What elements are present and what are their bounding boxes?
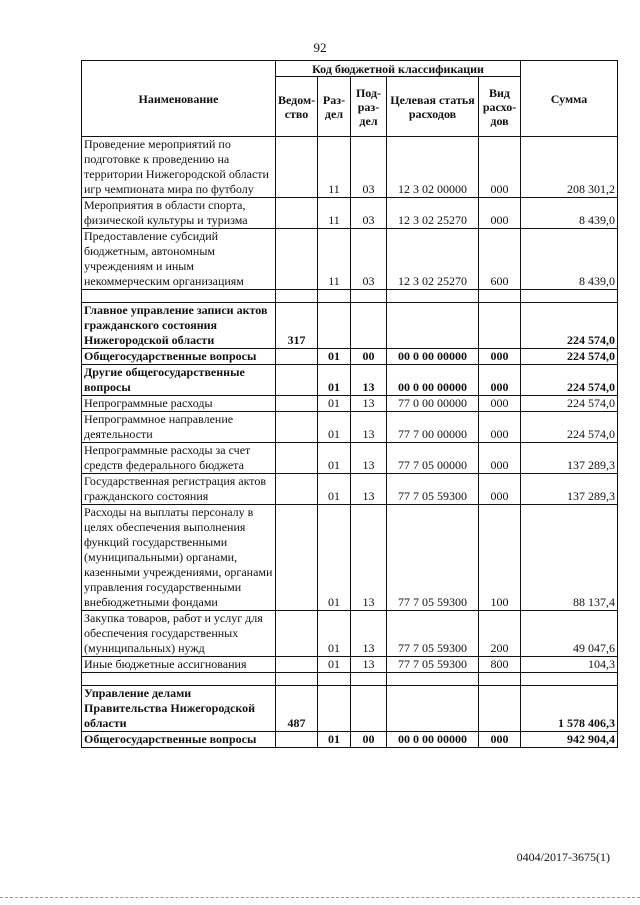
row-target: 00 0 00 00000 (387, 365, 479, 396)
page-bottom-divider (0, 897, 640, 898)
page-number: 92 (313, 40, 327, 55)
header-amount: Сумма (521, 61, 618, 137)
row-subsection: 13 (351, 365, 387, 396)
row-dept: 487 (276, 686, 318, 732)
row-dept (276, 349, 318, 365)
row-subsection (351, 686, 387, 732)
row-exp-type: 000 (479, 443, 521, 474)
row-exp-type: 000 (479, 365, 521, 396)
row-dept (276, 657, 318, 673)
row-exp-type (479, 303, 521, 349)
table-row (82, 443, 618, 474)
row-target (387, 303, 479, 349)
row-name: Непрограммные расходы (82, 396, 276, 412)
row-target: 00 0 00 00000 (387, 732, 479, 748)
row-exp-type: 000 (479, 349, 521, 365)
row-target: 77 7 05 59300 (387, 505, 479, 611)
row-name: Непрограммные расходы за счет средств федерального бюджета (82, 443, 276, 474)
row-section (318, 303, 351, 349)
row-amount: 224 574,0 (521, 396, 618, 412)
row-name: Общегосударственные вопросы (82, 349, 276, 365)
table-row (82, 229, 618, 290)
table-row (82, 657, 618, 673)
row-section: 11 (318, 198, 351, 229)
row-subsection: 03 (351, 137, 387, 198)
row-dept (276, 198, 318, 229)
row-name: Закупка товаров, работ и услуг для обеспечения государственных (муниципальных) нужд (82, 611, 276, 657)
spacer-row (82, 290, 618, 303)
row-name: Непрограммное направление деятельности (82, 412, 276, 443)
row-exp-type: 600 (479, 229, 521, 290)
row-dept (276, 137, 318, 198)
table-row (82, 198, 618, 229)
row-subsection: 13 (351, 611, 387, 657)
row-target: 12 3 02 25270 (387, 198, 479, 229)
row-dept (276, 611, 318, 657)
header-classification-group: Код бюджетной классификации (276, 61, 521, 77)
row-target: 77 7 05 59300 (387, 657, 479, 673)
table-row (82, 474, 618, 505)
row-amount: 88 137,4 (521, 505, 618, 611)
row-amount: 137 289,3 (521, 443, 618, 474)
row-dept (276, 505, 318, 611)
row-section: 11 (318, 137, 351, 198)
row-exp-type: 000 (479, 198, 521, 229)
row-name: Расходы на выплаты персоналу в целях обеспечения выполнения функций государственными (муниципальными) органами, казенными учреждениями, органами управления государственными внебюджетными фондами (82, 505, 276, 611)
header-name: Наименование (82, 61, 276, 137)
row-exp-type: 000 (479, 412, 521, 443)
row-amount: 224 574,0 (521, 412, 618, 443)
row-amount: 1 578 406,3 (521, 686, 618, 732)
row-exp-type: 800 (479, 657, 521, 673)
row-name: Мероприятия в области спорта, физической культуры и туризма (82, 198, 276, 229)
row-exp-type: 000 (479, 396, 521, 412)
row-subsection: 13 (351, 412, 387, 443)
table-row (82, 412, 618, 443)
row-target: 00 0 00 00000 (387, 349, 479, 365)
row-exp-type: 000 (479, 732, 521, 748)
row-subsection: 13 (351, 396, 387, 412)
row-dept (276, 229, 318, 290)
row-amount: 104,3 (521, 657, 618, 673)
row-name: Иные бюджетные ассигнования (82, 657, 276, 673)
row-amount: 224 574,0 (521, 365, 618, 396)
row-subsection: 00 (351, 349, 387, 365)
row-subsection: 13 (351, 443, 387, 474)
header-target: Целевая статья расходов (387, 77, 479, 137)
table-row (82, 611, 618, 657)
row-section: 01 (318, 732, 351, 748)
row-name: Другие общегосударственные вопросы (82, 365, 276, 396)
row-name: Предоставление субсидий бюджетным, автономным учреждениям и иным некоммерческим организациям (82, 229, 276, 290)
row-section: 01 (318, 443, 351, 474)
row-name: Государственная регистрация актов гражданского состояния (82, 474, 276, 505)
row-section: 01 (318, 657, 351, 673)
table-row (82, 505, 618, 611)
row-section (318, 686, 351, 732)
header-dept: Ведом-ство (276, 77, 318, 137)
row-section: 01 (318, 349, 351, 365)
row-section: 01 (318, 412, 351, 443)
row-subsection: 13 (351, 657, 387, 673)
table-row (82, 303, 618, 349)
row-target: 77 7 05 00000 (387, 443, 479, 474)
table-row (82, 349, 618, 365)
spacer-row (82, 673, 618, 686)
row-subsection (351, 303, 387, 349)
header-subsection: Под-раз-дел (351, 77, 387, 137)
row-section: 11 (318, 229, 351, 290)
header-exp-type: Вид расхо-дов (479, 77, 521, 137)
row-section: 01 (318, 611, 351, 657)
row-subsection: 03 (351, 198, 387, 229)
row-amount: 137 289,3 (521, 474, 618, 505)
row-subsection: 00 (351, 732, 387, 748)
row-exp-type (479, 686, 521, 732)
table-row (82, 137, 618, 198)
row-subsection: 13 (351, 474, 387, 505)
row-name: Управление делами Правительства Нижегородской области (82, 686, 276, 732)
row-dept (276, 396, 318, 412)
row-amount: 49 047,6 (521, 611, 618, 657)
row-exp-type: 200 (479, 611, 521, 657)
row-exp-type: 000 (479, 137, 521, 198)
table-row (82, 686, 618, 732)
row-exp-type: 000 (479, 474, 521, 505)
row-dept (276, 732, 318, 748)
row-dept: 317 (276, 303, 318, 349)
row-target: 77 0 00 00000 (387, 396, 479, 412)
row-section: 01 (318, 396, 351, 412)
header-section: Раз-дел (318, 77, 351, 137)
row-subsection: 03 (351, 229, 387, 290)
row-dept (276, 412, 318, 443)
table-row (82, 365, 618, 396)
row-amount: 224 574,0 (521, 349, 618, 365)
row-amount: 8 439,0 (521, 229, 618, 290)
row-target: 12 3 02 25270 (387, 229, 479, 290)
row-amount: 224 574,0 (521, 303, 618, 349)
row-subsection: 13 (351, 505, 387, 611)
row-dept (276, 443, 318, 474)
table-row (82, 732, 618, 748)
row-name: Проведение мероприятий по подготовке к проведению на территории Нижегородской области игр чемпионата мира по футболу (82, 137, 276, 198)
row-section: 01 (318, 505, 351, 611)
row-exp-type: 100 (479, 505, 521, 611)
row-target: 77 7 05 59300 (387, 474, 479, 505)
row-name: Общегосударственные вопросы (82, 732, 276, 748)
row-target: 77 7 00 00000 (387, 412, 479, 443)
row-target: 12 3 02 00000 (387, 137, 479, 198)
document-code: 0404/2017-3675(1) (516, 850, 610, 864)
row-amount: 8 439,0 (521, 198, 618, 229)
budget-table (81, 60, 618, 748)
row-target (387, 686, 479, 732)
row-target: 77 7 05 59300 (387, 611, 479, 657)
row-name: Главное управление записи актов гражданского состояния Нижегородской области (82, 303, 276, 349)
row-amount: 208 301,2 (521, 137, 618, 198)
row-dept (276, 474, 318, 505)
row-amount: 942 904,4 (521, 732, 618, 748)
row-dept (276, 365, 318, 396)
row-section: 01 (318, 474, 351, 505)
row-section: 01 (318, 365, 351, 396)
table-row (82, 396, 618, 412)
